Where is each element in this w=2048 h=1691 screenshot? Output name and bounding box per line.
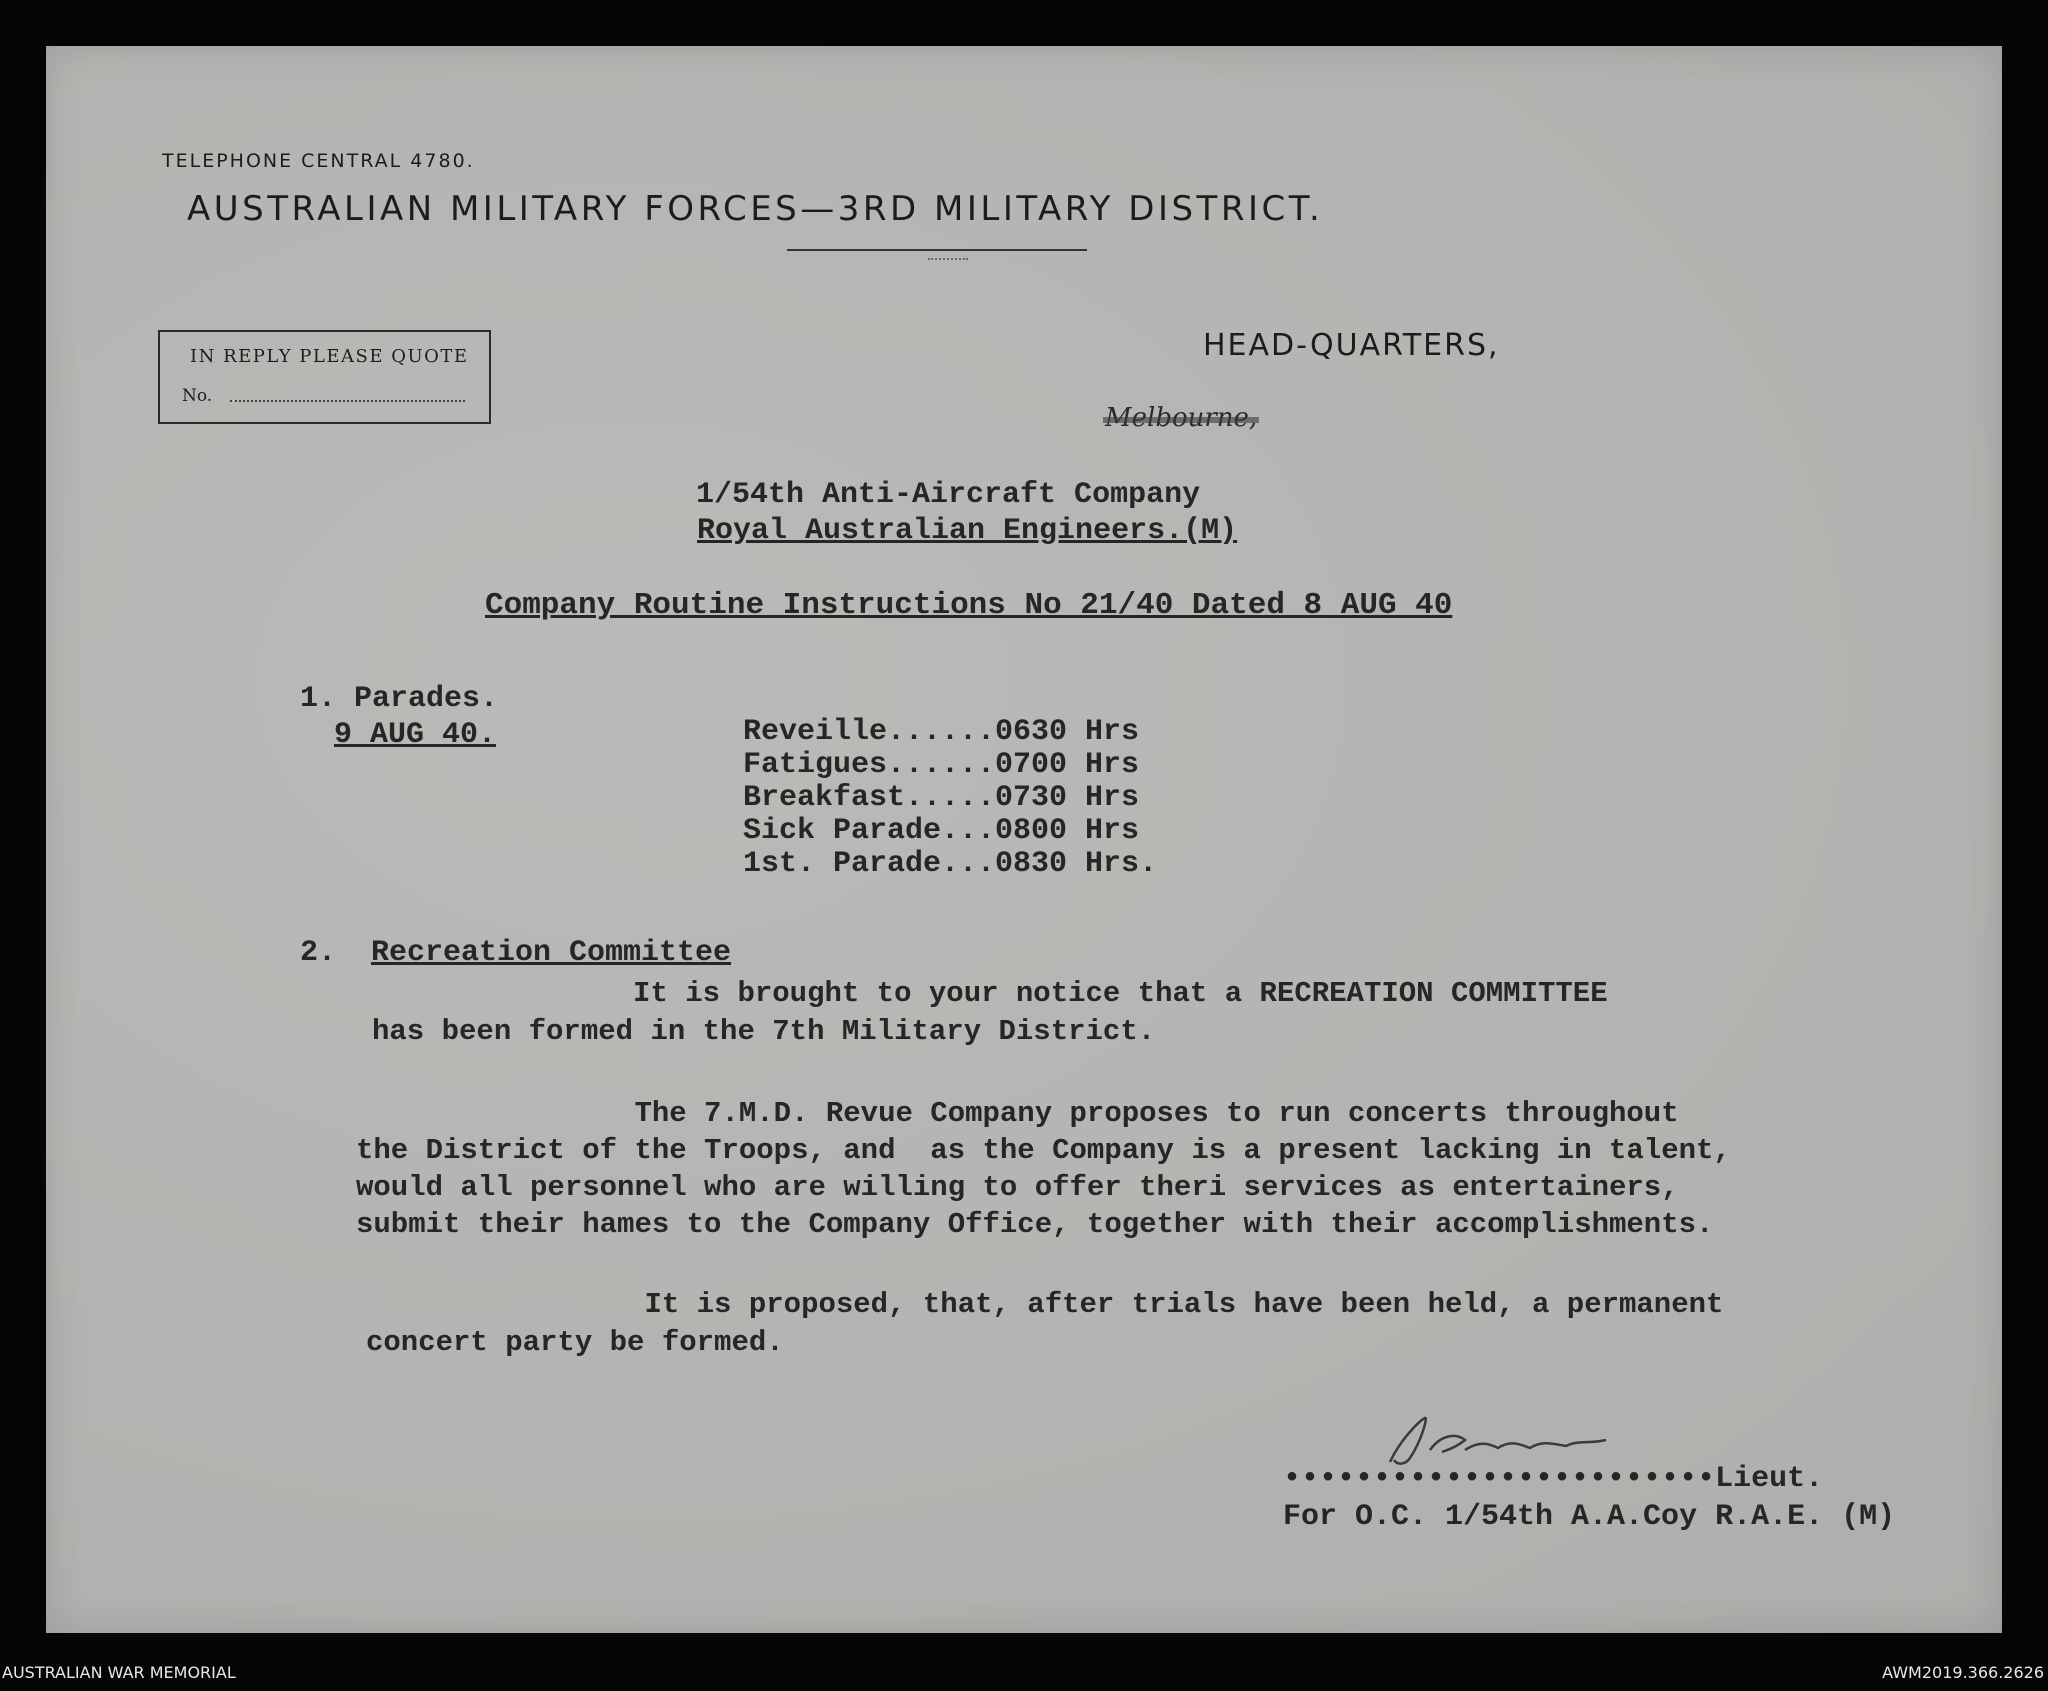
item-1-title: Parades. bbox=[354, 682, 499, 716]
telephone-line: TELEPHONE CENTRAL 4780. bbox=[162, 150, 475, 172]
schedule-row: Breakfast.....0730 Hrs bbox=[743, 781, 1140, 815]
schedule-row: 1st. Parade...0830 Hrs. bbox=[743, 847, 1158, 881]
document-title: Company Routine Instructions No 21/40 Dated 8 AUG 40 bbox=[485, 588, 1453, 623]
schedule-row: Fatigues......0700 Hrs bbox=[743, 748, 1140, 782]
signature-for: For O.C. 1/54th A.A.Coy R.A.E. (M) bbox=[1283, 1500, 1896, 1534]
item-2-title: Recreation Committee bbox=[371, 936, 732, 970]
headquarters-label: HEAD-QUARTERS, bbox=[1203, 328, 1500, 363]
reply-number-label: No. bbox=[182, 386, 213, 406]
letterhead-title: AUSTRALIAN MILITARY FORCES—3RD MILITARY DISTRICT. bbox=[187, 189, 1324, 229]
item-2-number: 2. bbox=[300, 936, 337, 970]
item-1-date: 9 AUG 40. bbox=[334, 718, 497, 752]
signature-line: ••••••••••••••••••••••••Lieut. bbox=[1283, 1462, 1824, 1496]
paragraph-3: It is proposed, that, after trials have been held, a permanent concert party be formed. bbox=[366, 1288, 1724, 1359]
footer-accession: AWM2019.366.2626 bbox=[1882, 1663, 2044, 1682]
schedule-row: Reveille......0630 Hrs bbox=[743, 715, 1140, 749]
paragraph-2: The 7.M.D. Revue Company proposes to run concerts throughout the District of the Troops, and as the Company is a present lacking in talent, would all personnel who are willing to offer theri services as entertainers, submit their hames to the Company Office, together with their accomplishments. bbox=[356, 1097, 1731, 1241]
reply-box bbox=[158, 330, 491, 424]
parade-schedule bbox=[743, 716, 1157, 881]
unit-corps: Royal Australian Engineers.(M) bbox=[697, 514, 1238, 548]
city-label bbox=[1105, 403, 1257, 433]
letterhead-rule bbox=[787, 249, 1087, 251]
reply-label: IN REPLY PLEASE QUOTE bbox=[190, 346, 469, 367]
letterhead-dots bbox=[928, 258, 968, 260]
reply-number-line bbox=[230, 400, 465, 402]
city-overstrike bbox=[1103, 417, 1259, 423]
unit-name: 1/54th Anti-Aircraft Company bbox=[696, 478, 1201, 512]
item-1-heading bbox=[300, 682, 498, 716]
footer-credit: AUSTRALIAN WAR MEMORIAL bbox=[2, 1663, 236, 1682]
schedule-row: Sick Parade...0800 Hrs bbox=[743, 814, 1140, 848]
handwritten-signature bbox=[1370, 1410, 1630, 1470]
paragraph-1: It is brought to your notice that a RECREATION COMMITTEE has been formed in the 7th Military District. bbox=[372, 977, 1608, 1048]
item-1-number: 1. bbox=[300, 682, 337, 716]
